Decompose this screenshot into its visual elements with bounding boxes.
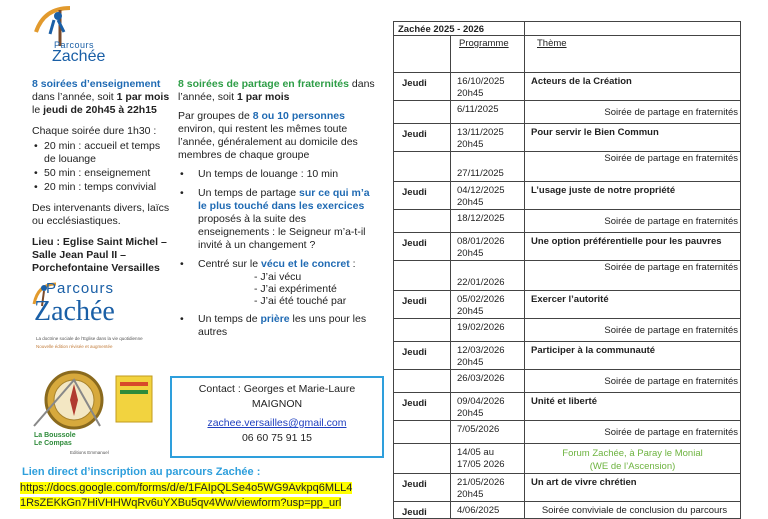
row-day (394, 261, 451, 291)
row-theme: Soirée de partage en fraternités (525, 319, 741, 342)
row-date (451, 152, 525, 182)
table-row (394, 210, 741, 233)
row-day (394, 101, 451, 124)
row-date (451, 444, 525, 474)
row-day (394, 444, 451, 474)
list-item (178, 313, 378, 339)
row-time: 20h45 (457, 139, 484, 150)
row-theme: Soirée conviviale de conclusion du parcours (525, 502, 741, 519)
table-title: Zachée 2025 - 2026 (394, 22, 525, 36)
table-row (394, 342, 741, 370)
groups-rest: environ, qui restent les mêmes toute l’année, généralement au domicile des membres de chaque groupe (178, 123, 358, 161)
row-day: Jeudi (394, 73, 451, 101)
table-row (394, 101, 741, 124)
teaching-intro (32, 78, 170, 117)
book-parcours: Parcours (46, 280, 115, 297)
row-date-value: 26/03/2026 (457, 373, 505, 384)
row-theme: Soirée de partage en fraternités (525, 370, 741, 393)
row-time: 20h45 (457, 408, 484, 419)
row-date (451, 73, 525, 101)
list-item: • 20 min : accueil et temps de louange (32, 140, 170, 166)
sub-item: - J’ai expérimenté (254, 283, 337, 295)
sub-item: - J’ai vécu (254, 271, 302, 283)
row-date (451, 421, 525, 444)
row-date (451, 124, 525, 152)
row-date (451, 210, 525, 233)
teaching-line2: le (32, 104, 44, 116)
table-row (394, 393, 741, 421)
speakers-text: Des intervenants divers, laïcs ou ecclésiastiques. (32, 202, 170, 227)
book-tagline: La doctrine sociale de l’Eglise dans la vie quotidienne (36, 336, 143, 341)
row-date-value: 16/10/2025 (457, 76, 505, 87)
row-date (451, 319, 525, 342)
row-date-value: 4/06/2025 (457, 505, 500, 516)
row-theme: Une option préférentielle pour les pauvres (525, 233, 741, 261)
contact-phone: 06 60 75 91 15 (241, 432, 313, 444)
row-date-value: 18/12/2025 (457, 213, 505, 224)
row-time: 20h45 (457, 88, 484, 99)
row-date (451, 101, 525, 124)
row-day: Jeudi (394, 502, 451, 519)
row-date (451, 393, 525, 421)
row-theme: L’usage juste de notre propriété (525, 182, 741, 210)
table-row (394, 474, 741, 502)
groups-size: 8 ou 10 personnes (252, 110, 345, 122)
table-row (394, 319, 741, 342)
row-date-value: 05/02/2026 (457, 294, 505, 305)
row-date (451, 182, 525, 210)
table-empty-cell (525, 22, 741, 36)
book-logo (30, 280, 160, 370)
row-day: Jeudi (394, 124, 451, 152)
row-day: Jeudi (394, 393, 451, 421)
row-time: 20h45 (457, 197, 484, 208)
row-theme: Soirée de partage en fraternités (525, 210, 741, 233)
table-row (394, 421, 741, 444)
row-time: 20h45 (457, 306, 484, 317)
list-item (178, 258, 378, 307)
row-date (451, 474, 525, 502)
bullet-priere-pre: Un temps de (198, 313, 261, 325)
registration-url[interactable]: https://docs.google.com/forms/d/e/1FAIpQLSe4o5WG9Avkpq6MLL41RsZEKkGn7HiVHHWqRv6uYXBu5qv4Ww/viewform?usp=pp_url (20, 482, 353, 509)
row-theme: Soirée de partage en fraternités (525, 152, 741, 182)
logo-top (30, 4, 140, 68)
row-day: Jeudi (394, 182, 451, 210)
sharing-frequency: 1 par mois (236, 91, 290, 103)
groups-text (178, 110, 378, 162)
row-theme: Pour servir le Bien Commun (525, 124, 741, 152)
row-date-value: 14/05 au (457, 447, 494, 458)
book-zachee: Zachée (34, 296, 115, 327)
registration-link[interactable] (20, 481, 358, 511)
row-date-value: 13/11/2025 (457, 127, 504, 138)
row-date-value: 09/04/2026 (457, 396, 505, 407)
logo-brand-big: Zachée (52, 48, 106, 65)
table-row (394, 370, 741, 393)
bullet-partage-pre: Un temps de partage (198, 187, 299, 199)
table-columns-row (394, 36, 741, 73)
col-theme: Thème (525, 36, 741, 73)
bullet-vecu-pre: Centré sur le (198, 258, 262, 270)
compass-image (30, 360, 160, 460)
row-date-value: 6/11/2025 (457, 104, 499, 115)
groups-pre: Par groupes de (178, 110, 253, 122)
row-date-value: 19/02/2026 (457, 322, 505, 333)
teaching-title: 8 soirées d’enseignement (32, 78, 161, 90)
teaching-column (32, 78, 170, 283)
bullet-partage-bold: sur ce qui m’a le plus touché dans les exercices (198, 187, 370, 212)
row-date (451, 233, 525, 261)
row-day: Jeudi (394, 291, 451, 319)
table-row (394, 182, 741, 210)
teaching-line1: dans l’année, soit (32, 91, 117, 103)
forum-subtitle: (WE de l’Ascension) (589, 461, 676, 472)
table-empty-cell (394, 36, 451, 73)
row-day: Jeudi (394, 474, 451, 502)
teaching-line1-bold: 1 par mois (116, 91, 170, 103)
row-time: 17/05 2026 (457, 459, 505, 470)
row-time: 20h45 (457, 248, 484, 259)
sharing-list (178, 168, 378, 339)
row-theme (525, 444, 741, 474)
row-day (394, 210, 451, 233)
row-date (451, 261, 525, 291)
row-day (394, 370, 451, 393)
table-row (394, 233, 741, 261)
sharing-column (178, 78, 378, 345)
row-date (451, 370, 525, 393)
bullet-priere-rest: les uns pour les autres (198, 313, 367, 338)
row-theme: Acteurs de la Création (525, 73, 741, 101)
row-day (394, 319, 451, 342)
forum-title: Forum Zachée, à Paray le Monial (562, 448, 703, 459)
bullet-louange: Un temps de louange : 10 min (198, 168, 339, 180)
table-row (394, 152, 741, 182)
table-row (394, 502, 741, 519)
table-row (394, 291, 741, 319)
compass-label1: La Boussole (34, 432, 76, 439)
list-item (178, 187, 378, 252)
table-row (394, 444, 741, 474)
list-item (178, 168, 378, 181)
publisher-label: Editions Emmanuel (70, 450, 109, 455)
logo-brand-small: Parcours (54, 40, 95, 50)
evening-steps-list (32, 140, 170, 194)
sub-item: - J’ai été touché par (254, 295, 347, 307)
compass-icon (30, 360, 160, 432)
list-item: • 20 min : temps convivial (32, 181, 170, 194)
table-row (394, 124, 741, 152)
row-date-value: 21/05/2026 (457, 477, 505, 488)
vecu-sublist (198, 271, 378, 307)
registration-title: Lien direct d’inscription au parcours Zachée : (22, 466, 261, 478)
bullet-partage-rest: proposés à la suite des enseignements : le Seigneur m’a-t-il invité à un changement ? (198, 213, 366, 251)
row-theme: Unité et liberté (525, 393, 741, 421)
row-date (451, 502, 525, 519)
row-day: Jeudi (394, 233, 451, 261)
schedule-table (393, 21, 741, 519)
row-theme: Soirée de partage en fraternités (525, 101, 741, 124)
bullet-vecu-bold: vécu et le concret (261, 258, 350, 270)
row-date-value: 22/01/2026 (457, 277, 505, 288)
contact-box (170, 376, 384, 458)
row-theme: Participer à la communauté (525, 342, 741, 370)
teaching-time: jeudi de 20h45 à 22h15 (43, 104, 157, 116)
bullet-vecu-rest: : (349, 258, 356, 270)
table-row (394, 73, 741, 101)
row-date-value: 04/12/2025 (457, 185, 505, 196)
col-programme: Programme (451, 36, 525, 73)
row-date-value: 08/01/2026 (457, 236, 505, 247)
contact-names: Contact : Georges et Marie-Laure (198, 383, 356, 395)
row-date-value: 12/03/2026 (457, 345, 505, 356)
row-day: Jeudi (394, 342, 451, 370)
row-day (394, 152, 451, 182)
row-time: 20h45 (457, 489, 484, 500)
row-time: 20h45 (457, 357, 484, 368)
list-item: • 50 min : enseignement (32, 167, 170, 180)
contact-email-link[interactable]: zachee.versailles@gmail.com (207, 417, 347, 429)
row-theme: Exercer l’autorité (525, 291, 741, 319)
sharing-intro (178, 78, 378, 104)
row-theme: Soirée de partage en fraternités (525, 261, 741, 291)
row-date-value: 7/05/2026 (457, 424, 500, 435)
row-theme: Un art de vivre chrétien (525, 474, 741, 502)
row-day (394, 421, 451, 444)
table-row (394, 261, 741, 291)
place-text: Lieu : Eglise Saint Michel – Salle Jean Paul II – Porchefontaine Versailles (32, 236, 167, 274)
table-header-row (394, 22, 741, 36)
sharing-title: 8 soirées de partage en fraternités (178, 78, 349, 90)
contact-surname: MAIGNON (251, 398, 303, 410)
schedule-intro: Chaque soirée dure 1h30 : (32, 125, 157, 137)
compass-label2: Le Compas (34, 440, 72, 447)
row-date (451, 342, 525, 370)
row-date-value: 27/11/2025 (457, 168, 504, 179)
row-date (451, 291, 525, 319)
sharing-title-rest: dans l’année, soit (178, 78, 375, 103)
row-theme: Soirée de partage en fraternités (525, 421, 741, 444)
book-tagline2: Nouvelle édition révisée et augmentée (36, 344, 113, 349)
bullet-priere-bold: prière (260, 313, 290, 325)
